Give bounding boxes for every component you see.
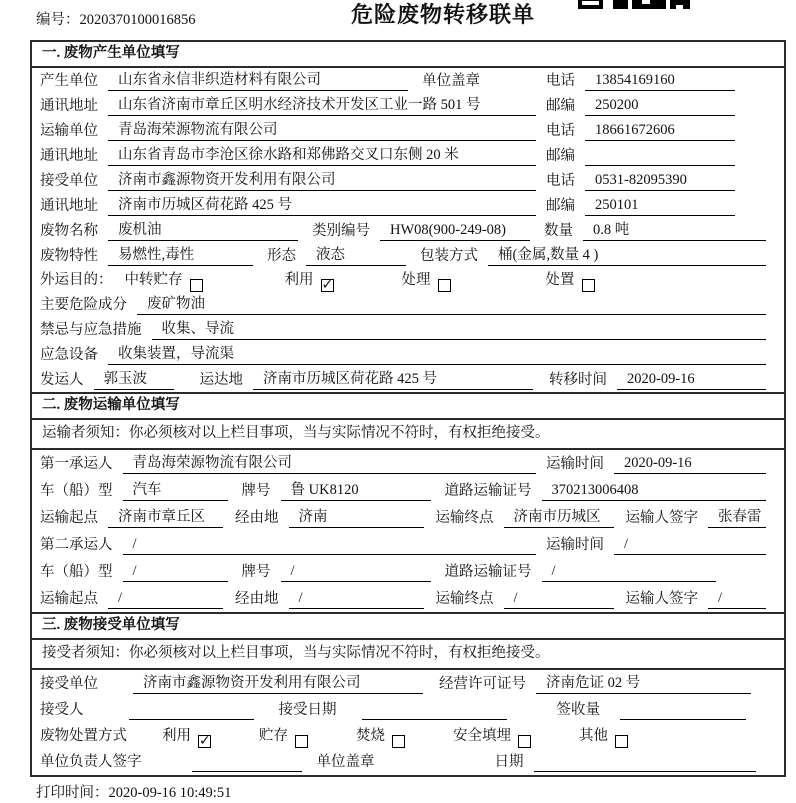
unit-seal2-label: 单位盖章 xyxy=(316,754,375,770)
transport-zip-value xyxy=(585,147,735,166)
row-waste-name xyxy=(32,218,784,243)
route2-start-value: / xyxy=(108,589,223,609)
row-vehicle2 xyxy=(32,558,784,585)
disposal-other-checkbox xyxy=(615,735,628,748)
section-producer xyxy=(30,40,786,394)
shipper-value: 郭玉波 xyxy=(94,370,174,390)
print-time-value: 2020-09-16 10:49:51 xyxy=(108,785,232,801)
disposal-landfill-checkbox xyxy=(518,735,531,748)
packing-value: 桶(金属,数量 4 ) xyxy=(488,246,766,266)
second-carrier-label: 第二承运人 xyxy=(40,537,113,553)
disposal-storage-checkbox xyxy=(295,735,308,748)
disposal-other-label: 其他 xyxy=(579,728,608,744)
vehicle-type1-label: 车（船）型 xyxy=(40,483,113,499)
purpose-treat-label: 处理 xyxy=(401,272,431,288)
section-producer-title: 一. 废物产生单位填写 xyxy=(32,42,784,68)
route1-start-value: 济南市章丘区 xyxy=(108,508,223,528)
hazard-component-label: 主要危险成分 xyxy=(40,297,127,313)
disposal-utilize-checkbox xyxy=(198,735,211,748)
sign-date-label: 日期 xyxy=(494,754,524,770)
disposal-incinerate-checkbox xyxy=(392,735,405,748)
sign-date-value xyxy=(534,753,757,772)
responsible-sign-value xyxy=(192,753,302,772)
row-responsible-sign xyxy=(32,749,784,775)
receiver-unit-value: 济南市鑫源物资开发利用有限公司 xyxy=(108,171,536,191)
disposal-incinerate-label: 焚烧 xyxy=(356,728,385,744)
route1-end-value: 济南市历城区 xyxy=(504,508,614,528)
transport-time2-label: 运输时间 xyxy=(546,537,604,553)
disposal-option-storage xyxy=(259,727,308,746)
producer-phone-value: 13854169160 xyxy=(585,71,735,91)
section-transporter-title: 二. 废物运输单位填写 xyxy=(32,394,784,420)
hazard-component-value: 废矿物油 xyxy=(137,295,766,315)
transport-phone-label: 电话 xyxy=(546,123,575,139)
disposal-method-label: 废物处置方式 xyxy=(40,728,127,744)
road-license2-value: / xyxy=(542,562,717,582)
section-transporter xyxy=(30,394,786,614)
row-transport-unit xyxy=(32,118,784,143)
road-license1-value: 370213006408 xyxy=(542,481,767,501)
row-first-carrier xyxy=(32,450,784,477)
disposal-option-other xyxy=(579,727,628,746)
purpose-option-storage xyxy=(125,271,203,290)
doc-number-label: 编号： xyxy=(36,12,80,28)
producer-phone-label: 电话 xyxy=(546,73,575,89)
accept-unit-label: 接受单位 xyxy=(40,676,98,692)
destination-value: 济南市历城区荷花路 425 号 xyxy=(253,370,533,390)
row-route2 xyxy=(32,585,784,612)
route2-end-label: 运输终点 xyxy=(435,591,494,607)
responsible-sign-label: 单位负责人签字 xyxy=(40,754,142,770)
waste-name-value: 废机油 xyxy=(108,221,298,241)
row-producer-address xyxy=(32,93,784,118)
row-acceptor xyxy=(32,697,784,723)
row-receiver-address xyxy=(32,193,784,218)
purpose-dispose-label: 处置 xyxy=(545,272,575,288)
taboo-measures-label: 禁忌与应急措施 xyxy=(40,322,142,338)
qr-block xyxy=(613,0,628,9)
transport-time1-value: 2020-09-16 xyxy=(614,454,766,474)
emergency-equipment-label: 应急设备 xyxy=(40,347,98,363)
waste-qty-value: 0.8 吨 xyxy=(583,221,766,241)
disposal-landfill-label: 安全填埋 xyxy=(453,728,511,744)
purpose-dispose-checkbox xyxy=(582,279,595,292)
route2-via-label: 经由地 xyxy=(235,591,279,607)
receiver-zip-value: 250101 xyxy=(585,196,735,216)
transporter-notice: 运输者须知：你必须核对以上栏目事项，当与实际情况不符时，有权拒绝接受。 xyxy=(32,420,784,450)
row-transport-address xyxy=(32,143,784,168)
waste-name-label: 废物名称 xyxy=(40,223,98,239)
route1-sign-value: 张春雷 xyxy=(708,508,766,528)
row-second-carrier xyxy=(32,531,784,558)
shipper-label: 发运人 xyxy=(40,372,84,388)
transport-address-label: 通讯地址 xyxy=(40,148,98,164)
plate1-value: 鲁 UK8120 xyxy=(281,481,431,501)
route1-via-label: 经由地 xyxy=(235,510,279,526)
purpose-storage-label: 中转贮存 xyxy=(124,272,183,288)
plate2-value: / xyxy=(281,562,431,582)
print-time-label: 打印时间： xyxy=(36,785,109,801)
transport-time2-value: / xyxy=(614,535,766,555)
receiver-notice: 接受者须知：你必须核对以上栏目事项，当与实际情况不符时，有权拒绝接受。 xyxy=(32,640,784,670)
disposal-option-incinerate xyxy=(356,727,405,746)
transport-unit-label: 运输单位 xyxy=(40,123,98,139)
purpose-option-utilize xyxy=(285,271,334,290)
receiver-address-value: 济南市历城区荷花路 425 号 xyxy=(108,196,536,216)
receiver-address-label: 通讯地址 xyxy=(40,198,98,214)
route1-sign-label: 运输人签字 xyxy=(625,510,698,526)
route1-via-value: 济南 xyxy=(289,508,424,528)
vehicle-type1-value: 汽车 xyxy=(123,481,228,501)
waste-character-label: 废物特性 xyxy=(40,248,98,264)
accept-unit-value: 济南市鑫源物资开发利用有限公司 xyxy=(133,674,423,694)
operate-license-label: 经营许可证号 xyxy=(439,676,526,692)
road-license2-label: 道路运输证号 xyxy=(444,564,532,580)
transfer-time-value: 2020-09-16 xyxy=(617,370,766,390)
vehicle-type2-value: / xyxy=(123,562,228,582)
row-waste-character xyxy=(32,243,784,268)
producer-zip-label: 邮编 xyxy=(546,98,575,114)
receiver-phone-value: 0531-82095390 xyxy=(585,171,735,191)
row-taboo-measures xyxy=(32,317,784,342)
transport-time1-label: 运输时间 xyxy=(546,456,604,472)
route2-sign-label: 运输人签字 xyxy=(625,591,698,607)
section-receiver xyxy=(30,614,786,777)
route2-via-value: / xyxy=(289,589,424,609)
vehicle-type2-label: 车（船）型 xyxy=(40,564,113,580)
purpose-treat-checkbox xyxy=(438,279,451,292)
producer-address-label: 通讯地址 xyxy=(40,98,98,114)
route2-sign-value: / xyxy=(708,589,766,609)
route2-end-value: / xyxy=(504,589,614,609)
disposal-storage-label: 贮存 xyxy=(259,728,288,744)
waste-character-value: 易燃性,毒性 xyxy=(108,246,253,266)
qr-block xyxy=(670,0,690,9)
purpose-storage-checkbox xyxy=(190,279,203,292)
waste-code-label: 类别编号 xyxy=(312,223,370,239)
producer-address-value: 山东省济南市章丘区明水经济技术开发区工业一路 501 号 xyxy=(108,96,536,116)
manifest-form xyxy=(30,40,786,777)
qr-code-partial xyxy=(578,0,690,10)
acceptor-value xyxy=(129,701,254,720)
transfer-purpose-label: 外运目的： xyxy=(40,272,113,288)
doc-number-value: 2020370100016856 xyxy=(79,12,196,28)
signed-amount-value xyxy=(620,701,746,720)
receiver-zip-label: 邮编 xyxy=(546,198,575,214)
signed-amount-label: 签收量 xyxy=(556,702,600,718)
receiver-phone-label: 电话 xyxy=(546,173,575,189)
disposal-utilize-label: 利用 xyxy=(162,728,191,744)
route1-end-label: 运输终点 xyxy=(435,510,494,526)
route1-start-label: 运输起点 xyxy=(40,510,98,526)
row-accept-unit xyxy=(32,670,784,697)
disposal-option-utilize xyxy=(162,727,211,746)
destination-label: 运达地 xyxy=(199,372,243,388)
qr-block xyxy=(578,0,603,9)
section-receiver-title: 三. 废物接受单位填写 xyxy=(32,614,784,640)
row-disposal-method xyxy=(32,723,784,749)
transport-zip-label: 邮编 xyxy=(546,148,575,164)
purpose-option-dispose xyxy=(546,271,595,290)
waste-qty-label: 数量 xyxy=(544,223,573,239)
producer-unit-value: 山东省永信非织造材料有限公司 xyxy=(108,71,408,91)
packing-label: 包装方式 xyxy=(420,248,478,264)
acceptor-label: 接受人 xyxy=(40,702,84,718)
taboo-measures-value: 收集、导流 xyxy=(152,320,767,340)
unit-seal-label: 单位盖章 xyxy=(422,73,480,89)
page-title: 危险废物转移联单 xyxy=(350,2,535,27)
row-vehicle1 xyxy=(32,477,784,504)
row-transfer-purpose xyxy=(32,268,784,292)
page-header xyxy=(0,0,796,40)
accept-date-label: 接受日期 xyxy=(278,702,337,718)
row-producer-unit xyxy=(32,68,784,93)
row-emergency-equipment xyxy=(32,342,784,367)
transport-phone-value: 18661672606 xyxy=(585,121,735,141)
receiver-unit-label: 接受单位 xyxy=(40,173,98,189)
row-dispatch xyxy=(32,367,784,392)
plate2-label: 牌号 xyxy=(241,564,271,580)
emergency-equipment-value: 收集装置，导流渠 xyxy=(108,345,766,365)
producer-unit-label: 产生单位 xyxy=(40,73,98,89)
qr-block xyxy=(632,0,666,9)
operate-license-value: 济南危证 02 号 xyxy=(536,674,751,694)
first-carrier-value: 青岛海荣源物流有限公司 xyxy=(123,454,537,474)
first-carrier-label: 第一承运人 xyxy=(40,456,113,472)
transport-address-value: 山东省青岛市李沧区徐水路和郑佛路交叉口东侧 20 米 xyxy=(108,146,536,166)
purpose-utilize-label: 利用 xyxy=(284,272,314,288)
row-receiver-unit xyxy=(32,168,784,193)
second-carrier-value: / xyxy=(123,535,537,555)
transport-unit-value: 青岛海荣源物流有限公司 xyxy=(108,121,536,141)
road-license1-label: 道路运输证号 xyxy=(444,483,532,499)
plate1-label: 牌号 xyxy=(241,483,271,499)
waste-code-value: HW08(900-249-08) xyxy=(380,221,530,241)
purpose-utilize-checkbox xyxy=(321,279,334,292)
producer-zip-value: 250200 xyxy=(585,96,735,116)
transfer-time-label: 转移时间 xyxy=(549,372,607,388)
row-hazard-component xyxy=(32,292,784,317)
purpose-option-treat xyxy=(402,271,451,290)
print-time xyxy=(36,784,796,803)
accept-date-value xyxy=(362,701,507,720)
waste-form-label: 形态 xyxy=(267,248,296,264)
waste-form-value: 液态 xyxy=(306,246,406,266)
row-route1 xyxy=(32,504,784,531)
disposal-option-landfill xyxy=(453,727,531,746)
route2-start-label: 运输起点 xyxy=(40,591,98,607)
